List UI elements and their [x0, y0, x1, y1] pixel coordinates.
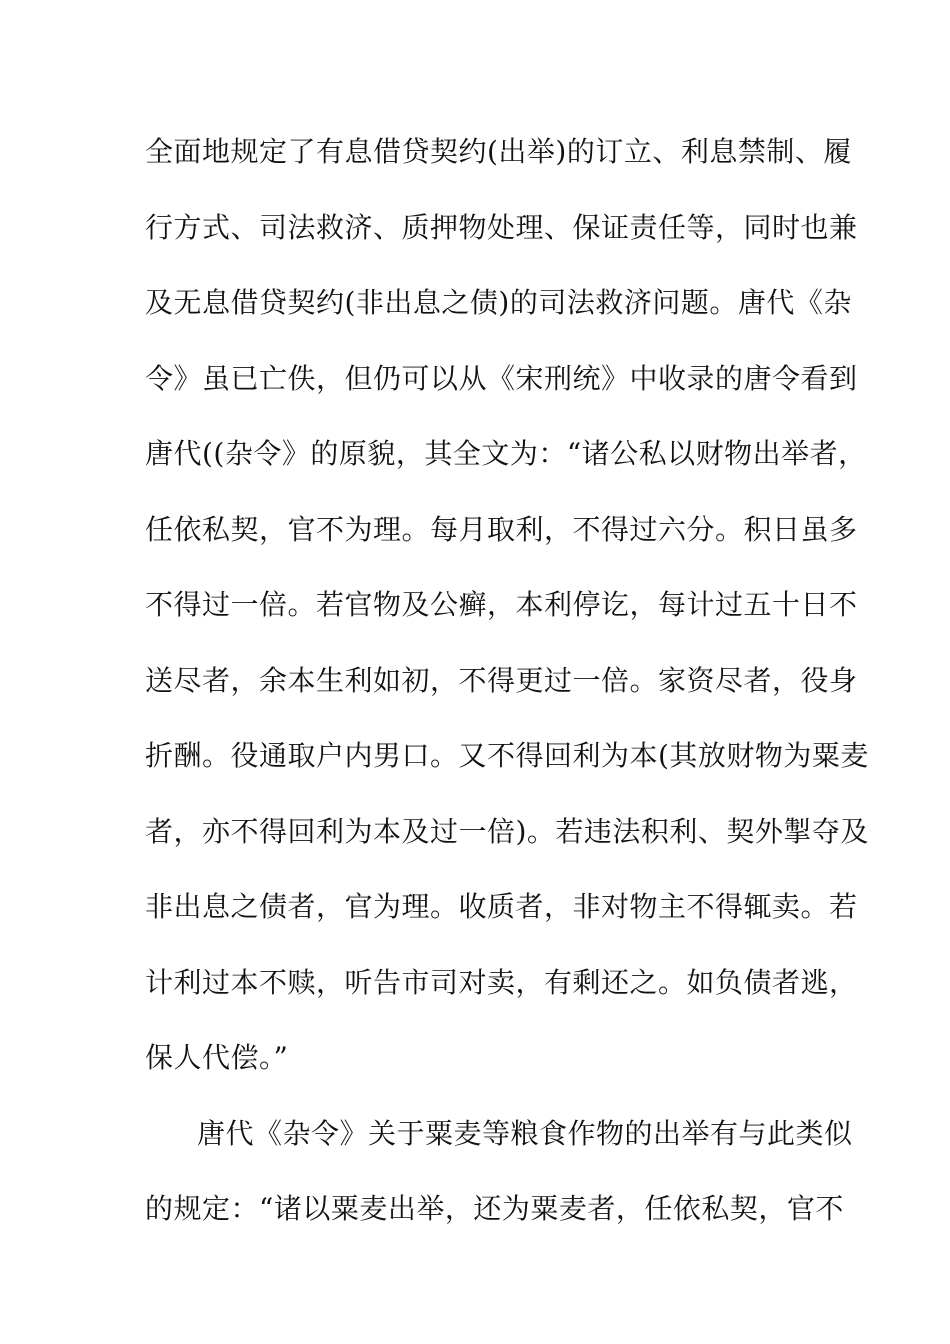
- text-line: 唐代((杂令》的原貌，其全文为：“诸公私以财物出举者，: [145, 437, 867, 470]
- text-line: 任依私契，官不为理。每月取利，不得过六分。积日虽多: [145, 512, 858, 546]
- text-line: 不得过一倍。若官物及公癣，本利停讫，每计过五十日不: [145, 588, 858, 621]
- paragraph-start-line: 唐代《杂令》关于粟麦等粮食作物的出举有与此类似: [197, 1116, 853, 1150]
- text-line: 及无息借贷契约(非出息之债)的司法救济问题。唐代《杂: [145, 286, 852, 319]
- text-line: 送尽者，余本生利如初，不得更过一倍。家资尽者，役身: [145, 663, 858, 697]
- text-line: 折酬。役通取户内男口。又不得回利为本(其放财物为粟麦: [145, 739, 869, 772]
- text-line: 行方式、司法救济、质押物处理、保证责任等，同时也兼: [145, 210, 858, 244]
- text-line: 计利过本不赎，听告市司对卖，有剩还之。如负债者逃，: [145, 965, 858, 999]
- body-text: [145, 130, 869, 1263]
- text-line: 的规定：“诸以粟麦出举，还为粟麦者，任依私契，官不: [145, 1192, 844, 1225]
- text-line: 非出息之债者，官为理。收质者，非对物主不得辄卖。若: [145, 890, 858, 923]
- text-line: 保人代偿。”: [145, 1041, 289, 1074]
- text-line: 令》虽已亡佚，但仍可以从《宋刑统》中收录的唐令看到: [145, 361, 858, 395]
- text-line: 全面地规定了有息借贷契约(出举)的订立、利息禁制、履: [145, 135, 852, 168]
- text-line: 者，亦不得回利为本及过一倍)。若违法积利、契外掣夺及: [145, 814, 869, 848]
